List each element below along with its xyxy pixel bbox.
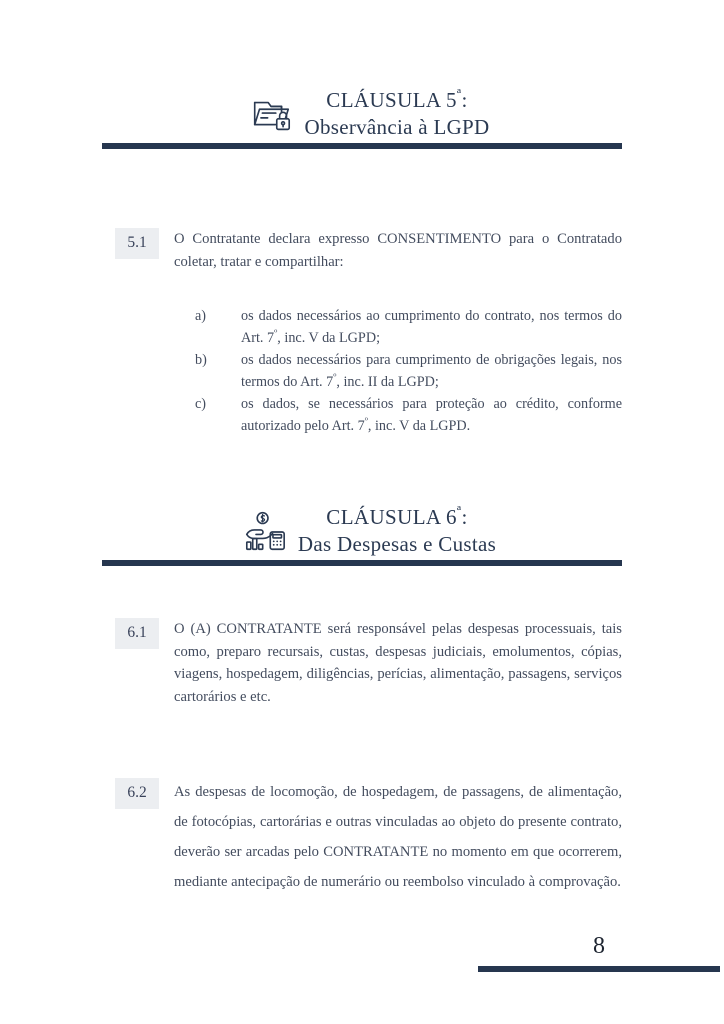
clause-6-title-line-2: Das Despesas e Custas xyxy=(297,531,497,556)
page-footer xyxy=(478,934,720,972)
hand-money-calculator-icon xyxy=(242,509,288,555)
list-item xyxy=(195,305,622,349)
clause-5-header-inner xyxy=(102,88,622,140)
footer-divider-rule xyxy=(478,966,720,972)
paragraph-number-5-1: 5.1 xyxy=(115,228,159,259)
paragraph-6-1 xyxy=(115,618,622,708)
paragraph-text-5-1: O Contratante declara expresso CONSENTIMENTO para o Contratado coletar, tratar e compartilhar: xyxy=(174,231,622,270)
folder-lock-icon xyxy=(248,92,294,138)
list-item-marker-a: a) xyxy=(195,308,207,324)
paragraph-text-6-2: As despesas de locomoção, de hospedagem, de passagens, de alimentação, de fotocópias, cartorárias e outras vinculadas ao objeto do presente contrato, deverão ser arcadas pelo CONTRATANTE no momento em que ocorrerem, mediante antecipação de numerário ou reembolso vinculado à comprovação. xyxy=(174,784,622,890)
clause-6-divider-rule xyxy=(102,560,622,566)
paragraph-number-6-2: 6.2 xyxy=(115,778,159,809)
list-item-marker-c: c) xyxy=(195,396,207,412)
clause-5-divider-rule xyxy=(102,143,622,149)
list-item-text-b: os dados necessários para cumprimento de obrigações legais, nos termos do Art. $7^º$, inc. II da LGPD; xyxy=(241,352,622,390)
clause-5-title-line-1: CLÁUSULA $5^ª$: xyxy=(326,87,468,112)
paragraph-6-2 xyxy=(115,778,622,898)
clause-5-titles xyxy=(304,88,489,140)
list-item-marker-b: b) xyxy=(195,352,207,368)
page-number: 8 xyxy=(593,933,605,959)
clause-6-title-line-1: CLÁUSULA $6^ª$: xyxy=(326,504,468,529)
paragraph-text-6-1: O (A) CONTRATANTE será responsável pelas despesas processuais, tais como, preparo recursais, custas, despesas judiciais, emolumentos, cópias, viagens, hospedagem, diligências, perícias, alimentação, passagens, serviços cartorários e etc. xyxy=(174,621,622,705)
list-item-text-a: os dados necessários ao cumprimento do contrato, nos termos do Art. $7^º$, inc. V da LGPD; xyxy=(241,308,622,346)
paragraph-number-6-1: 6.1 xyxy=(115,618,159,649)
list-item xyxy=(195,349,622,393)
clause-5-sub-list xyxy=(195,305,622,437)
clause-5-header xyxy=(102,88,622,149)
paragraph-5-1 xyxy=(115,228,622,273)
clause-6-header xyxy=(102,505,622,566)
clause-6-header-inner xyxy=(102,505,622,557)
clause-6-titles xyxy=(298,505,496,557)
list-item xyxy=(195,393,622,437)
clause-5-title-line-2: Observância à LGPD xyxy=(304,114,490,139)
list-item-text-c: os dados, se necessários para proteção ao crédito, conforme autorizado pelo Art. $7^º$, inc. V da LGPD. xyxy=(241,396,622,434)
